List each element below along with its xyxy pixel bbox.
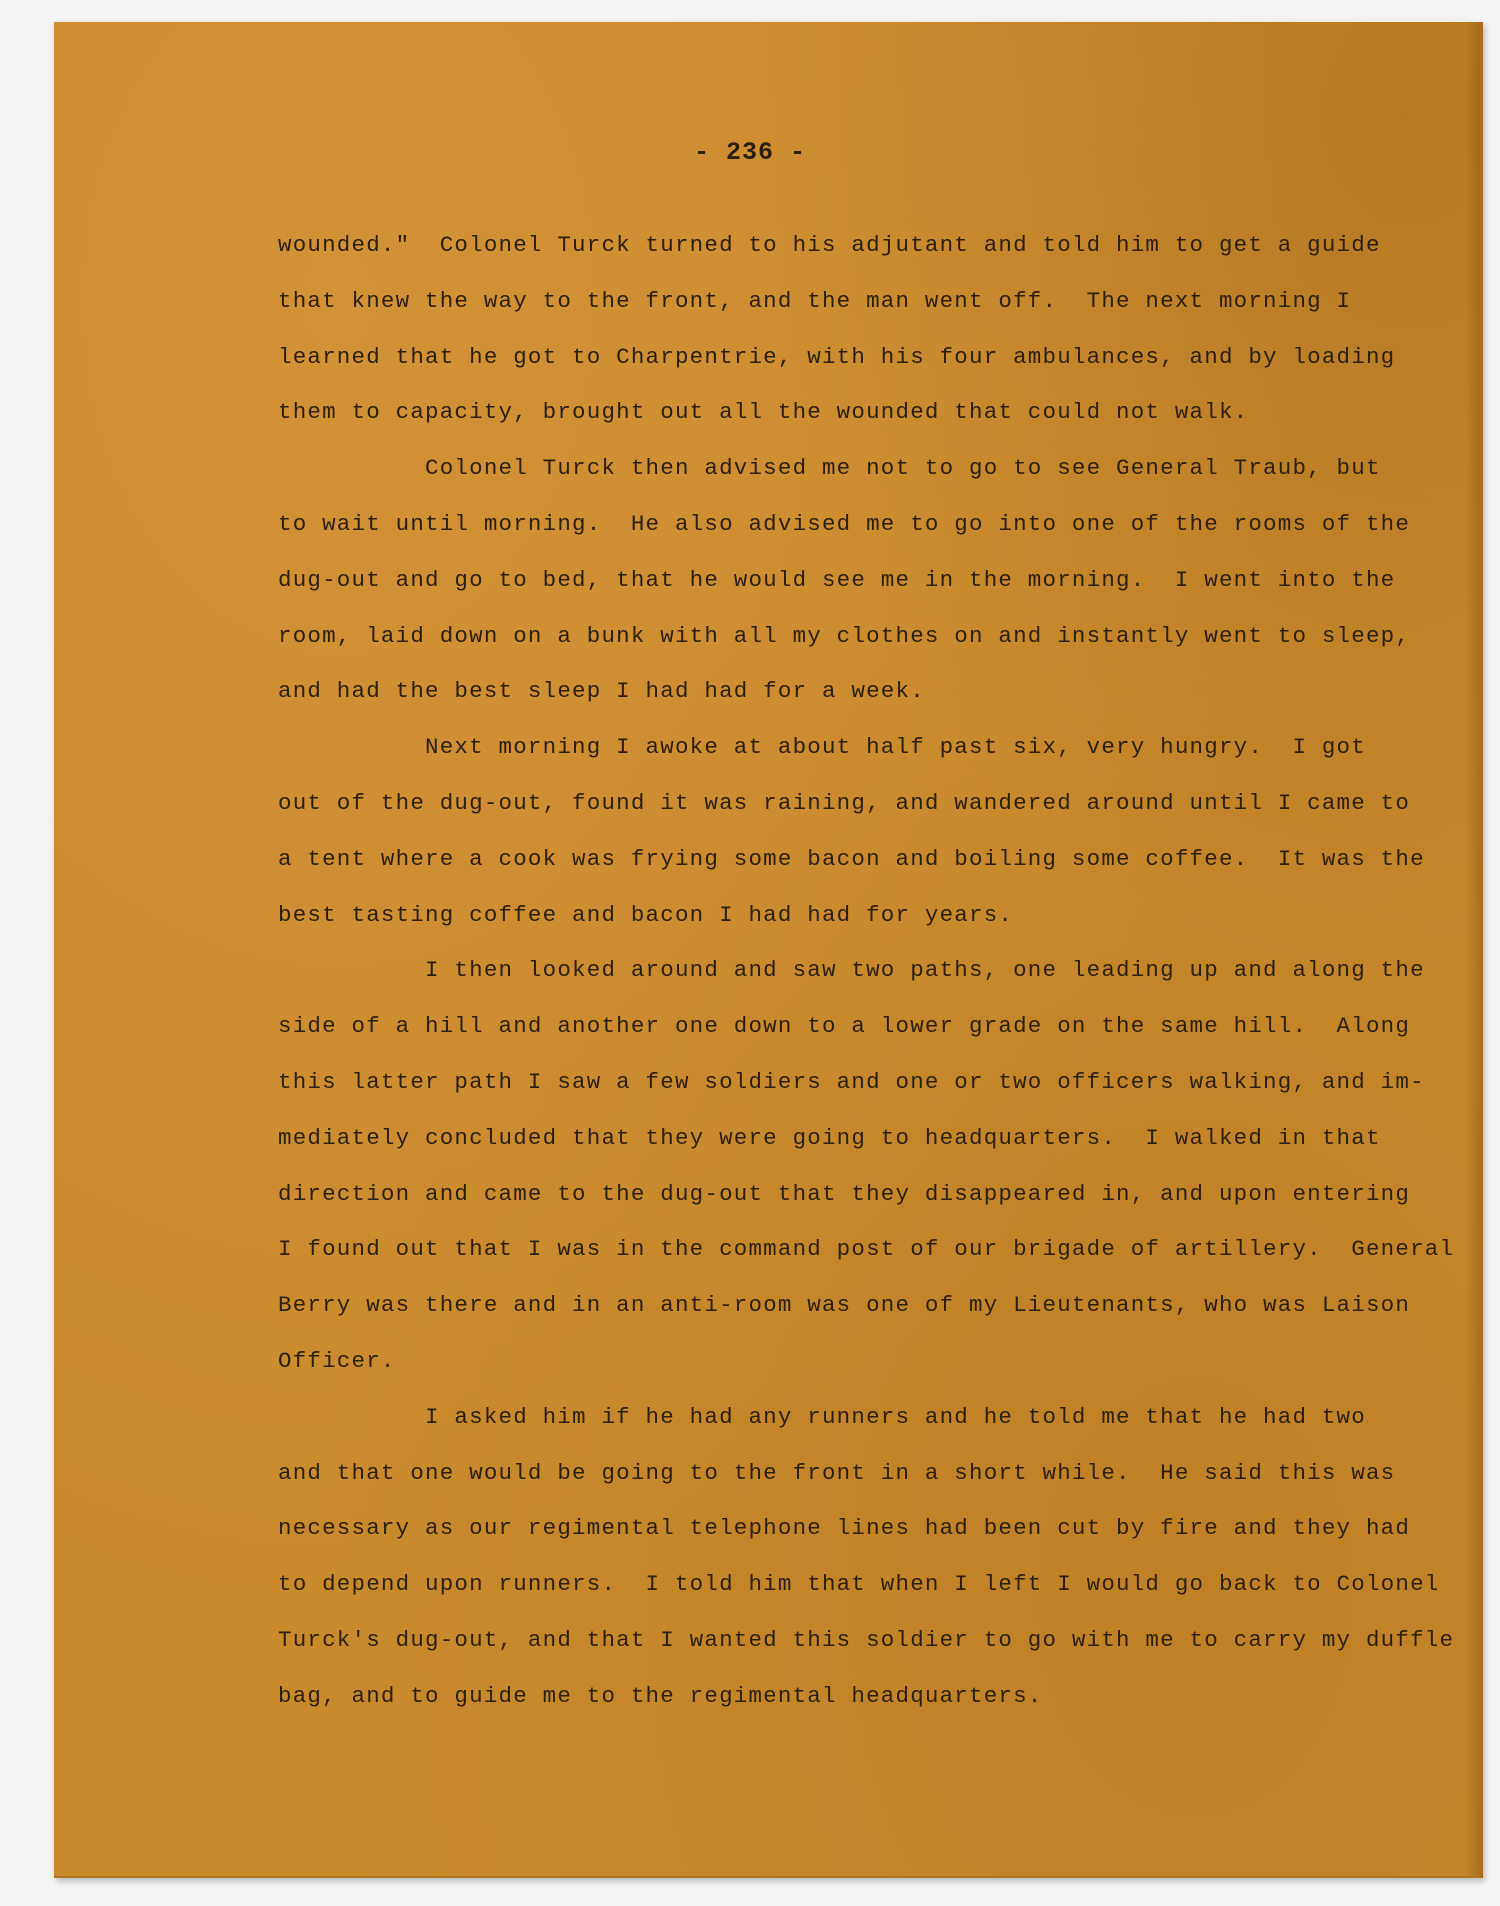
text-line: a tent where a cook was frying some bacon and boiling some coffee. It was the [278, 845, 1425, 872]
text-line: Next morning I awoke at about half past six, very hungry. I got [278, 734, 1366, 761]
text-line: wounded." Colonel Turck turned to his adjutant and told him to get a guide [278, 232, 1381, 258]
text-line: I asked him if he had any runners and he told me that he had two [278, 1403, 1366, 1430]
text-line: to wait until morning. He also advised me to go into one of the rooms of the [278, 510, 1411, 537]
text-line: Turck's dug-out, and that I wanted this soldier to go with me to carry my duffle [278, 1626, 1455, 1653]
text-line: them to capacity, brought out all the wounded that could not walk. [278, 399, 1249, 426]
text-line: Officer. [278, 1347, 396, 1374]
text-line: and had the best sleep I had had for a week. [278, 678, 925, 705]
text-line: necessary as our regimental telephone lines had been cut by fire and they had [278, 1515, 1411, 1542]
page-edge-shadow [1466, 22, 1480, 1876]
text-line: side of a hill and another one down to a lower grade on the same hill. Along [278, 1013, 1411, 1040]
page-body [278, 218, 1455, 1725]
text-line: Berry was there and in an anti-room was one of my Lieutenants, who was Laison [278, 1292, 1411, 1319]
text-line: and that one would be going to the front in a short while. He said this was [278, 1459, 1396, 1486]
text-line: I then looked around and saw two paths, one leading up and along the [278, 957, 1425, 984]
page-number: - 236 - [693, 138, 807, 167]
text-line: dug-out and go to bed, that he would see me in the morning. I went into the [278, 566, 1396, 593]
text-line: I found out that I was in the command post of our brigade of artillery. General [278, 1236, 1455, 1263]
text-line: best tasting coffee and bacon I had had for years. [278, 901, 1014, 928]
text-line: this latter path I saw a few soldiers and one or two officers walking, and im- [278, 1068, 1425, 1095]
text-line: direction and came to the dug-out that they disappeared in, and upon entering [278, 1180, 1411, 1207]
text-line: out of the dug-out, found it was raining, and wandered around until I came to [278, 789, 1411, 816]
text-line: mediately concluded that they were going to headquarters. I walked in that [278, 1124, 1381, 1151]
text-line: room, laid down on a bunk with all my clothes on and instantly went to sleep, [278, 622, 1411, 649]
text-line: learned that he got to Charpentrie, with his four ambulances, and by loading [278, 343, 1396, 370]
text-line: Colonel Turck then advised me not to go to see General Traub, but [278, 455, 1381, 482]
text-line: that knew the way to the front, and the man went off. The next morning I [278, 287, 1352, 314]
text-line: bag, and to guide me to the regimental headquarters. [278, 1682, 1043, 1709]
text-line: to depend upon runners. I told him that when I left I would go back to Colonel [278, 1571, 1440, 1598]
